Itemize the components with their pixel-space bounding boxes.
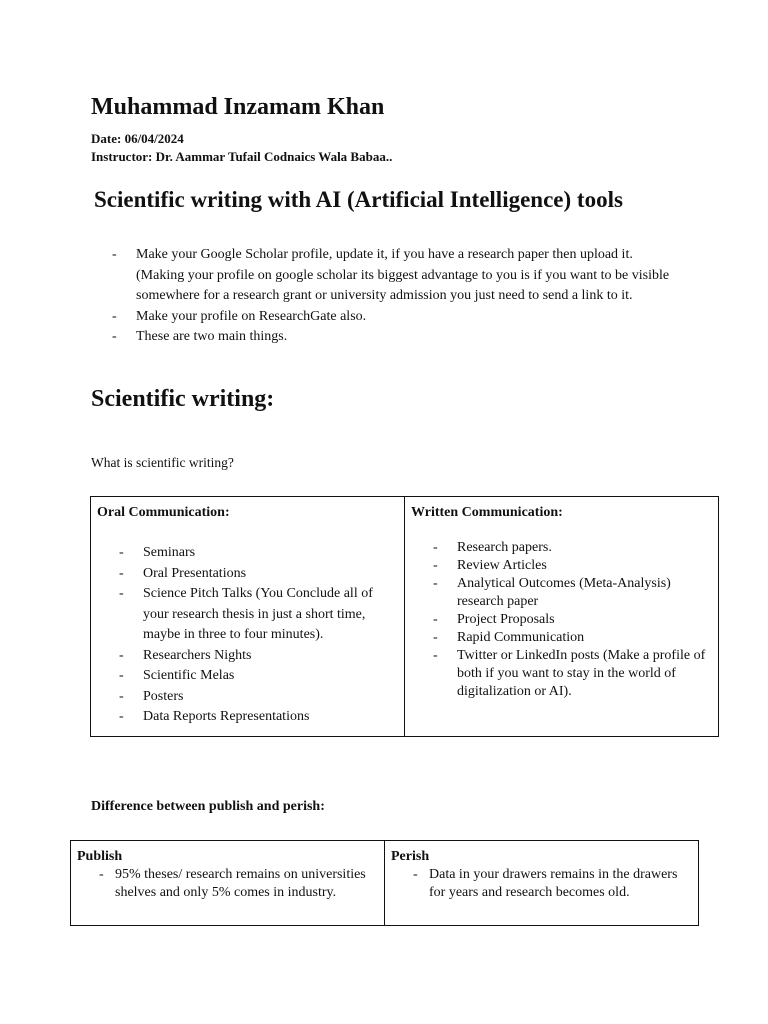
written-heading: Written Communication: bbox=[411, 505, 563, 520]
list-item: - Science Pitch Talks (You Conclude all of your research thesis in just a short time, maybe in three to four minutes). bbox=[97, 584, 398, 646]
perish-heading: Perish bbox=[391, 849, 430, 864]
list-item: - Seminars bbox=[97, 543, 398, 564]
perish-cell bbox=[385, 841, 699, 926]
list-item: - Twitter or LinkedIn posts (Make a profile of both if you want to stay in the world of digitalization or AI). bbox=[411, 647, 712, 701]
publish-list bbox=[77, 866, 378, 902]
perish-list bbox=[391, 866, 692, 902]
list-item: - Analytical Outcomes (Meta-Analysis) research paper bbox=[411, 575, 712, 611]
section-heading: Scientific writing: bbox=[91, 386, 275, 412]
list-item: - Make your profile on ResearchGate also. bbox=[108, 307, 678, 328]
list-item: - Data in your drawers remains in the drawers for years and research becomes old. bbox=[391, 866, 692, 902]
list-item: - Oral Presentations bbox=[97, 564, 398, 585]
list-item: - Posters bbox=[97, 687, 398, 708]
list-item: - Make your Google Scholar profile, update it, if you have a research paper then upload it. (Making your profile on google scholar its biggest advantage to you is if you want to be visible somewhere for a research grant or university admission you just need to send a link to it. bbox=[108, 245, 678, 307]
list-item: - Data Reports Representations bbox=[97, 707, 398, 728]
oral-list bbox=[97, 543, 398, 728]
list-item: - Project Proposals bbox=[411, 611, 712, 629]
list-item: - Scientific Melas bbox=[97, 666, 398, 687]
written-list bbox=[411, 539, 712, 701]
list-item: - Researchers Nights bbox=[97, 646, 398, 667]
list-item: - 95% theses/ research remains on universities shelves and only 5% comes in industry. bbox=[77, 866, 378, 902]
instructor-line: Instructor: Dr. Aammar Tufail Codnaics Wala Babaa.. bbox=[91, 149, 393, 164]
table-row bbox=[91, 497, 719, 737]
document-title: Scientific writing with AI (Artificial Intelligence) tools bbox=[94, 187, 623, 212]
publish-perish-table bbox=[70, 840, 699, 926]
communication-table bbox=[90, 496, 719, 737]
oral-communication-cell bbox=[91, 497, 405, 737]
written-communication-cell bbox=[405, 497, 719, 737]
list-item: - These are two main things. bbox=[108, 327, 678, 348]
list-item: - Research papers. bbox=[411, 539, 712, 557]
intro-bullet-list bbox=[108, 245, 678, 348]
list-item: - Rapid Communication bbox=[411, 629, 712, 647]
difference-heading: Difference between publish and perish: bbox=[91, 799, 325, 814]
oral-heading: Oral Communication: bbox=[97, 505, 230, 520]
date-line: Date: 06/04/2024 bbox=[91, 131, 184, 146]
publish-heading: Publish bbox=[77, 849, 123, 864]
list-item: - Review Articles bbox=[411, 557, 712, 575]
table-row bbox=[71, 841, 699, 926]
author-name: Muhammad Inzamam Khan bbox=[91, 94, 385, 120]
publish-cell bbox=[71, 841, 385, 926]
section-question: What is scientific writing? bbox=[91, 455, 234, 470]
